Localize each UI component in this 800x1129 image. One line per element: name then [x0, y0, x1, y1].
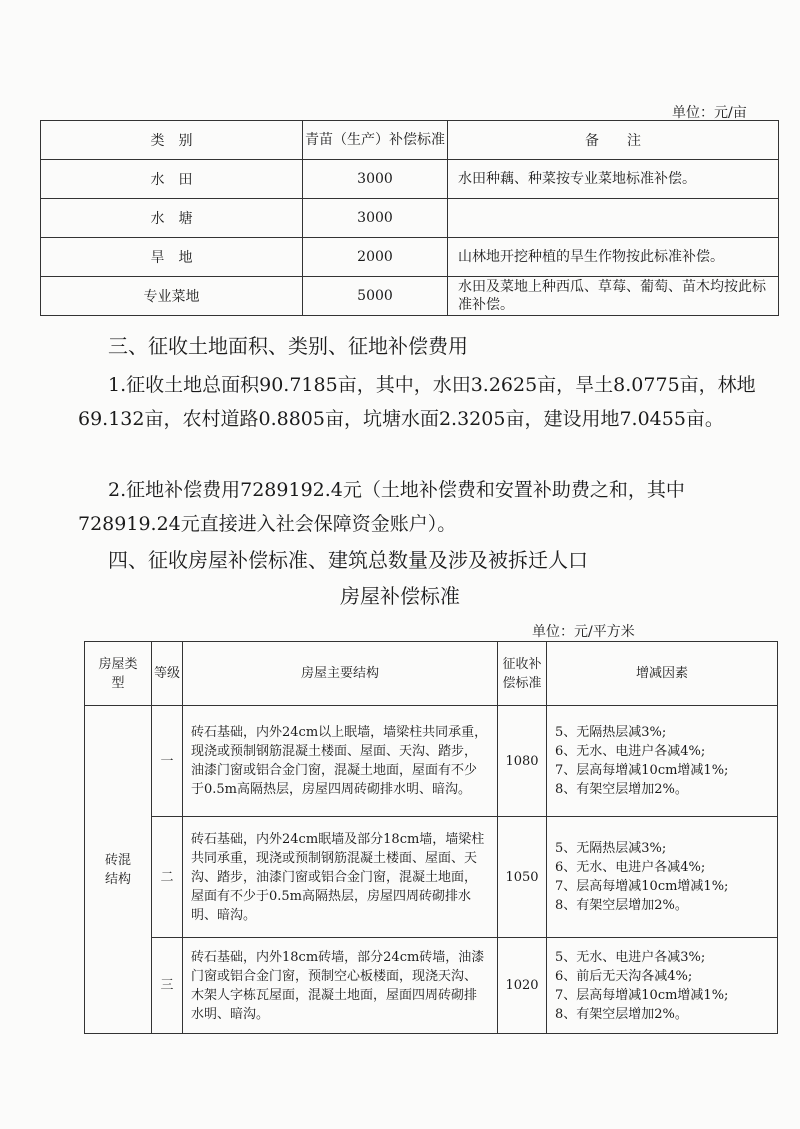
factor-item: 6、前后无天沟各减4%;: [555, 968, 693, 984]
standard-cell: 1020: [498, 938, 547, 1034]
factor-item: 8、有架空层增加2%。: [555, 1006, 688, 1022]
row-category: 旱 地: [41, 238, 303, 277]
header-factors: 增减因素: [547, 642, 778, 706]
row-category: 水 田: [41, 160, 303, 199]
factor-item: 5、无隔热层减3%;: [555, 841, 667, 856]
header-standard: 征收补偿标准: [498, 642, 547, 706]
table-row: [85, 817, 778, 938]
row-standard: 5000: [303, 277, 448, 316]
factor-item: 8、有架空层增加2%。: [555, 898, 688, 913]
grade-cell: 二: [152, 817, 183, 938]
factor-item: 5、无隔热层减3%;: [555, 725, 667, 740]
factors-cell: [547, 706, 778, 817]
header-structure: 房屋主要结构: [183, 642, 498, 706]
factor-item: 6、无水、电进户各减4%;: [555, 860, 706, 875]
table-row: [41, 238, 779, 277]
header-note: 备 注: [448, 121, 779, 160]
factor-item: 6、无水、电进户各减4%;: [555, 744, 706, 759]
row-category: 专业菜地: [41, 277, 303, 316]
table1-unit: 单位：元/亩: [672, 105, 747, 121]
row-standard: 2000: [303, 238, 448, 277]
row-note: 山林地开挖种植的旱生作物按此标准补偿。: [448, 238, 779, 277]
header-grade: 等级: [152, 642, 183, 706]
row-standard: 3000: [303, 199, 448, 238]
table-header-row: [41, 121, 779, 160]
factor-item: 5、无水、电进户各减3%;: [555, 949, 706, 965]
row-note: [448, 199, 779, 238]
factors-cell: [547, 938, 778, 1034]
grade-cell: 三: [152, 938, 183, 1034]
factors-cell: [547, 817, 778, 938]
row-category: 水 塘: [41, 199, 303, 238]
row-note: 水田及菜地上种西瓜、草莓、葡萄、苗木均按此标准补偿。: [448, 277, 779, 316]
header-category: 类 别: [41, 121, 303, 160]
table2-unit: 单位：元/平方米: [532, 624, 635, 640]
row-note: 水田种藕、种菜按专业菜地标准补偿。: [448, 160, 779, 199]
factor-item: 7、层高每增减10cm增减1%;: [555, 763, 729, 778]
header-house-type: 房屋类型: [85, 642, 152, 706]
section4-heading: 四、征收房屋补偿标准、建筑总数量及涉及被拆迁人口: [108, 548, 588, 572]
house-type-cell: 砖混结构: [85, 706, 152, 1034]
table-header-row: [85, 642, 778, 706]
structure-cell: 砖石基础，内外18cm砖墙，部分24cm砖墙，油漆门窗或铝合金门窗，预制空心板楼面，现浇天沟、木架人字栋瓦屋面，混凝土地面，屋面四周砖砌排水明、暗沟。: [183, 938, 498, 1034]
table-row: [85, 938, 778, 1034]
standard-cell: 1050: [498, 817, 547, 938]
table-row: [85, 706, 778, 817]
seedling-compensation-table: [40, 120, 779, 316]
section3-paragraph-2: 2.征地补偿费用7289192.4元（土地补偿费和安置补助费之和，其中728919.24元直接进入社会保障资金账户）。: [78, 479, 685, 535]
table-row: [41, 160, 779, 199]
table-row: [41, 277, 779, 316]
section3-heading: 三、征收土地面积、类别、征地补偿费用: [108, 334, 468, 358]
structure-cell: 砖石基础，内外24cm眠墙及部分18cm墙，墙梁柱共同承重，现浇或预制钢筋混凝土楼面、屋面、天沟、踏步，油漆门窗或铝合金门窗，混凝土地面，屋面有不少于0.5m高隔热层，房屋四周砖砌排水明、暗沟。: [183, 817, 498, 938]
header-standard: 青苗（生产）补偿标准: [303, 121, 448, 160]
factor-item: 7、层高每增减10cm增减1%;: [555, 879, 729, 894]
house-compensation-table: [84, 641, 778, 1034]
grade-cell: 一: [152, 706, 183, 817]
structure-cell: 砖石基础，内外24cm以上眠墙，墙梁柱共同承重，现浇或预制钢筋混凝土楼面、屋面、天沟、踏步，油漆门窗或铝合金门窗，混凝土地面，屋面有不少于0.5m高隔热层，房屋四周砖砌排水明、暗沟。: [183, 706, 498, 817]
row-standard: 3000: [303, 160, 448, 199]
house-standard-title: 房屋补偿标准: [340, 584, 460, 608]
factor-item: 7、层高每增减10cm增减1%;: [555, 987, 729, 1003]
standard-cell: 1080: [498, 706, 547, 817]
table-row: [41, 199, 779, 238]
factor-item: 8、有架空层增加2%。: [555, 782, 688, 797]
section3-paragraph-1: 1.征收土地总面积90.7185亩，其中，水田3.2625亩，旱土8.0775亩，林地69.132亩，农村道路0.8805亩，坑塘水面2.3205亩，建设用地7.0455亩。: [78, 374, 756, 430]
